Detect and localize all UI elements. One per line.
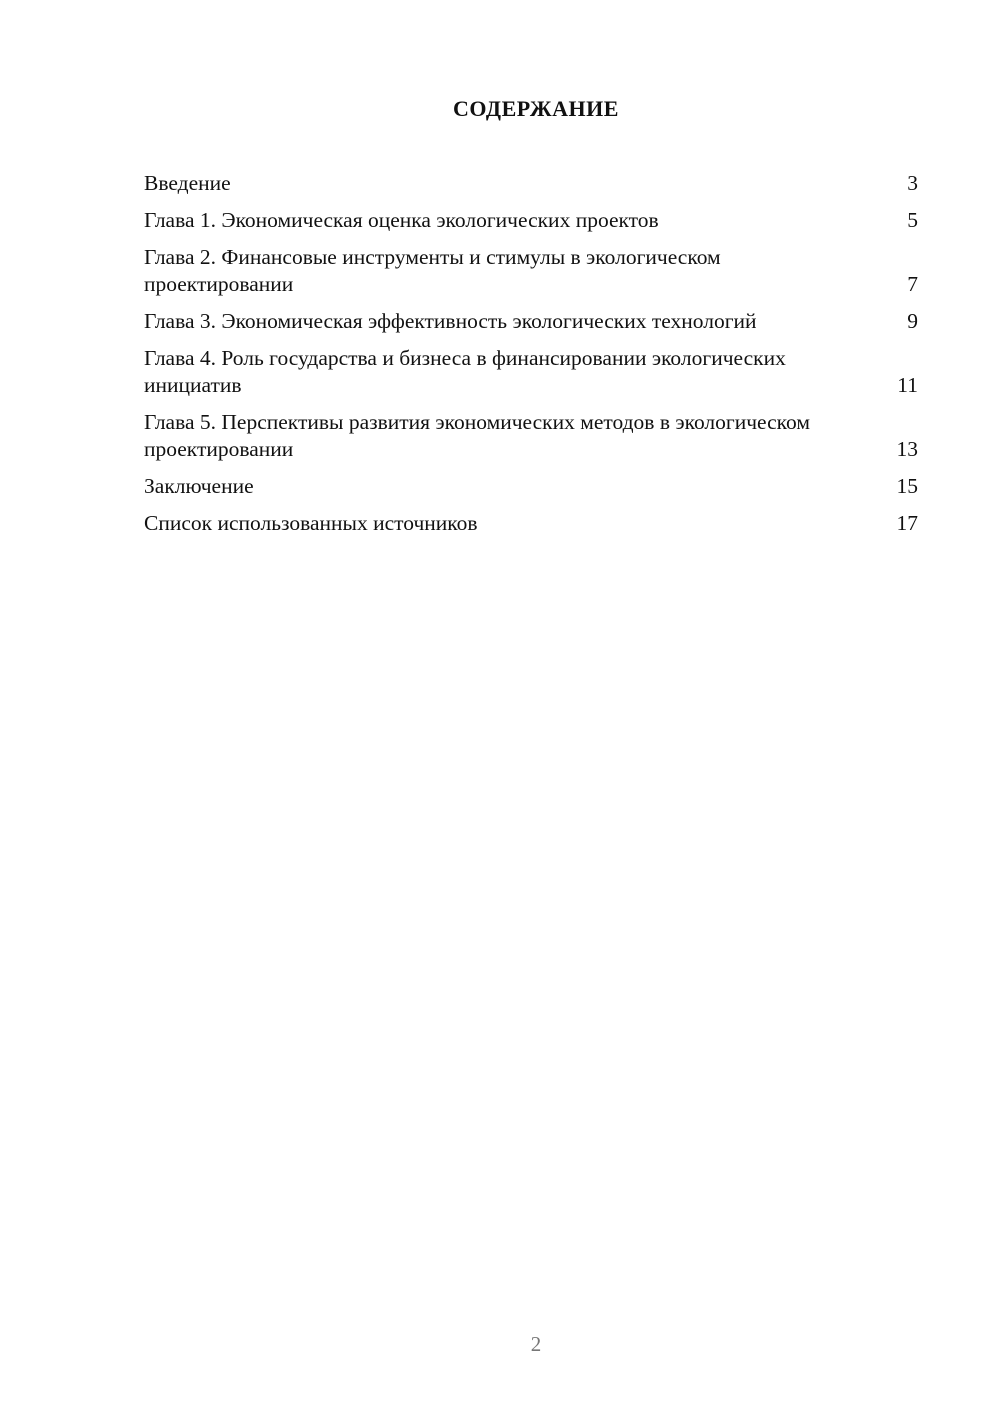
table-of-contents <box>144 170 918 547</box>
toc-item-page: 5 <box>907 208 918 232</box>
toc-item-conclusion <box>144 473 918 500</box>
page-number: 2 <box>530 1332 542 1356</box>
toc-item-text: Глава 5. Перспективы развития экономических методов в экологическом проектировании <box>144 410 810 461</box>
toc-item-text: Введение <box>144 171 231 195</box>
toc-item-text: Глава 3. Экономическая эффективность экологических технологий <box>144 309 757 333</box>
toc-item-references <box>144 510 918 537</box>
toc-item-page: 15 <box>896 474 918 498</box>
toc-title: СОДЕРЖАНИЕ <box>453 96 619 121</box>
toc-item-introduction <box>144 170 918 197</box>
toc-item-text: Глава 2. Финансовые инструменты и стимулы в экологическом проектировании <box>144 245 721 296</box>
toc-item-text: Глава 4. Роль государства и бизнеса в финансировании экологических инициатив <box>144 346 786 397</box>
toc-item-chapter-3 <box>144 308 918 335</box>
toc-item-page: 7 <box>907 272 918 296</box>
toc-item-chapter-5 <box>144 409 918 463</box>
toc-item-chapter-2 <box>144 244 918 298</box>
toc-item-page: 3 <box>907 171 918 195</box>
toc-item-text: Глава 1. Экономическая оценка экологических проектов <box>144 208 659 232</box>
toc-item-text: Список использованных источников <box>144 511 478 535</box>
toc-item-text: Заключение <box>144 474 254 498</box>
toc-item-page: 9 <box>907 309 918 333</box>
toc-item-page: 11 <box>897 373 918 397</box>
toc-item-page: 13 <box>896 437 918 461</box>
toc-item-chapter-4 <box>144 345 918 399</box>
toc-item-chapter-1 <box>144 207 918 234</box>
toc-item-page: 17 <box>896 511 918 535</box>
